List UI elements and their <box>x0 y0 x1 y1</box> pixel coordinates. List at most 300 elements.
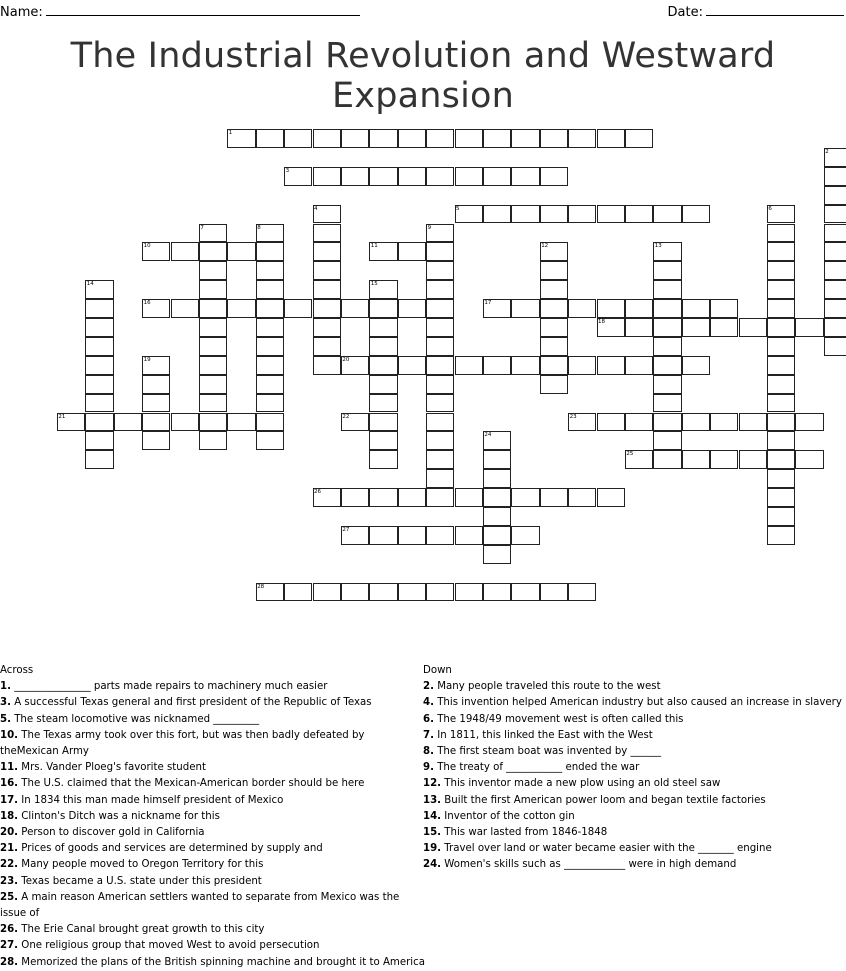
crossword-cell[interactable] <box>426 242 454 261</box>
crossword-cell[interactable] <box>341 167 369 186</box>
crossword-cell[interactable] <box>824 242 846 261</box>
crossword-cell[interactable] <box>540 583 568 602</box>
crossword-cell[interactable] <box>653 431 681 450</box>
crossword-cell[interactable] <box>653 450 681 469</box>
crossword-cell[interactable] <box>710 413 738 432</box>
across-heading: Across <box>0 665 34 676</box>
clue-number: 9. <box>423 762 434 774</box>
cell-number: 10 <box>143 243 151 250</box>
crossword-cell[interactable] <box>597 356 625 375</box>
crossword-cell[interactable] <box>483 356 511 375</box>
across-clue <box>0 695 425 711</box>
crossword-cell[interactable] <box>682 205 710 224</box>
crossword-cell[interactable] <box>824 299 846 318</box>
cell-number: 5 <box>456 205 460 212</box>
crossword-cell[interactable] <box>171 242 199 261</box>
crossword-cell[interactable] <box>369 167 397 186</box>
down-clue <box>423 695 846 711</box>
crossword-cell[interactable] <box>767 507 795 526</box>
crossword-cell[interactable] <box>540 205 568 224</box>
crossword-cell[interactable] <box>824 337 846 356</box>
cell-number: 19 <box>143 356 151 363</box>
crossword-cell[interactable] <box>85 299 113 318</box>
clue-number: 18. <box>0 810 19 822</box>
crossword-cell[interactable] <box>483 507 511 526</box>
crossword-cell[interactable] <box>341 488 369 507</box>
down-list <box>423 679 846 873</box>
across-list <box>0 679 425 971</box>
date-underline <box>706 3 844 16</box>
crossword-cell[interactable] <box>767 413 795 432</box>
crossword-cell[interactable] <box>682 318 710 337</box>
down-clue <box>423 760 846 776</box>
crossword-cell[interactable] <box>199 337 227 356</box>
crossword-cell[interactable] <box>795 413 823 432</box>
crossword-cell[interactable] <box>597 488 625 507</box>
crossword-cell[interactable] <box>682 356 710 375</box>
crossword-cell[interactable] <box>142 431 170 450</box>
crossword-cell[interactable] <box>653 375 681 394</box>
crossword-cell[interactable] <box>256 299 284 318</box>
crossword-cell[interactable] <box>511 526 539 545</box>
crossword-cell[interactable] <box>398 242 426 261</box>
crossword-cell[interactable] <box>597 413 625 432</box>
down-heading: Down <box>423 665 452 676</box>
crossword-cell[interactable] <box>653 337 681 356</box>
date-label: Date: <box>667 5 703 20</box>
crossword-cell[interactable] <box>426 450 454 469</box>
crossword-cell[interactable] <box>85 337 113 356</box>
crossword-cell[interactable] <box>142 413 170 432</box>
crossword-cell[interactable] <box>341 129 369 148</box>
crossword-cell[interactable] <box>682 299 710 318</box>
crossword-cell[interactable] <box>426 526 454 545</box>
crossword-cell[interactable] <box>142 375 170 394</box>
crossword-cell[interactable] <box>199 242 227 261</box>
crossword-cell[interactable] <box>455 526 483 545</box>
crossword-cell[interactable] <box>511 488 539 507</box>
crossword-cell[interactable] <box>597 299 625 318</box>
clue-number: 25. <box>0 891 19 903</box>
crossword-cell[interactable] <box>739 413 767 432</box>
crossword-cell[interactable] <box>653 261 681 280</box>
crossword-cell[interactable] <box>256 413 284 432</box>
cell-number: 25 <box>626 451 634 458</box>
clue-number: 2. <box>423 681 434 693</box>
crossword-cell[interactable] <box>483 545 511 564</box>
crossword-cell[interactable] <box>85 356 113 375</box>
crossword-cell[interactable] <box>767 242 795 261</box>
down-clue <box>423 728 846 744</box>
crossword-cell[interactable] <box>426 337 454 356</box>
crossword-cell[interactable] <box>313 224 341 243</box>
cell-number: 20 <box>342 356 350 363</box>
crossword-cell[interactable] <box>114 413 142 432</box>
across-clue <box>0 857 425 873</box>
clue-number: 5. <box>0 713 11 725</box>
crossword-cell[interactable] <box>568 488 596 507</box>
clue-text: The first steam boat was invented by ______ <box>433 746 662 758</box>
crossword-cell[interactable] <box>824 224 846 243</box>
crossword-cell[interactable] <box>625 318 653 337</box>
crossword-cell[interactable] <box>284 299 312 318</box>
crossword-cell[interactable] <box>710 299 738 318</box>
crossword-cell[interactable] <box>199 375 227 394</box>
crossword-cell[interactable] <box>568 356 596 375</box>
clue-number: 22. <box>0 859 19 871</box>
down-clue <box>423 841 846 857</box>
crossword-cell[interactable] <box>540 167 568 186</box>
across-clue <box>0 938 425 954</box>
clue-number: 10. <box>0 729 19 741</box>
crossword-cell[interactable] <box>483 205 511 224</box>
crossword-cell[interactable] <box>313 242 341 261</box>
clue-text: This inventor made a new plow using an old steel saw <box>441 778 721 790</box>
crossword-cell[interactable] <box>369 526 397 545</box>
across-clue <box>0 776 425 792</box>
crossword-cell[interactable] <box>455 488 483 507</box>
crossword-cell[interactable] <box>313 583 341 602</box>
clue-number: 20. <box>0 827 19 839</box>
crossword-cell[interactable] <box>426 413 454 432</box>
clue-text: Women's skills such as ____________ were in high demand <box>441 859 737 871</box>
crossword-cell[interactable] <box>369 431 397 450</box>
clue-number: 12. <box>423 778 442 790</box>
crossword-cell[interactable] <box>455 129 483 148</box>
crossword-cell[interactable] <box>540 375 568 394</box>
cell-number: 24 <box>484 432 492 439</box>
clue-text: Travel over land or water became easier with the _______ engine <box>441 843 772 855</box>
down-clue <box>423 857 846 873</box>
across-clue <box>0 890 425 922</box>
crossword-cell[interactable] <box>398 583 426 602</box>
down-clue <box>423 712 846 728</box>
crossword-cell[interactable] <box>199 318 227 337</box>
crossword-cell[interactable] <box>256 356 284 375</box>
crossword-cell[interactable] <box>625 205 653 224</box>
crossword-cell[interactable] <box>369 318 397 337</box>
crossword-cell[interactable] <box>511 299 539 318</box>
crossword-cell[interactable] <box>767 261 795 280</box>
crossword-cell[interactable] <box>426 375 454 394</box>
crossword-cell[interactable] <box>85 318 113 337</box>
clue-number: 8. <box>423 746 434 758</box>
crossword-cell[interactable] <box>313 356 341 375</box>
crossword-cell[interactable] <box>369 337 397 356</box>
crossword-cell[interactable] <box>256 261 284 280</box>
cell-number: 22 <box>342 413 350 420</box>
cell-number: 21 <box>58 413 66 420</box>
crossword-cell[interactable] <box>199 280 227 299</box>
crossword-cell[interactable] <box>682 413 710 432</box>
crossword-cell[interactable] <box>369 394 397 413</box>
across-clue <box>0 955 425 971</box>
crossword-cell[interactable] <box>313 280 341 299</box>
clue-text: In 1834 this man made himself president of Mexico <box>18 794 284 806</box>
crossword-cell[interactable] <box>369 488 397 507</box>
crossword-cell[interactable] <box>85 413 113 432</box>
crossword-cell[interactable] <box>625 299 653 318</box>
crossword-cell[interactable] <box>597 129 625 148</box>
cell-number: 17 <box>484 300 492 307</box>
clue-number: 7. <box>423 729 434 741</box>
crossword-cell[interactable] <box>540 299 568 318</box>
crossword-cell[interactable] <box>795 318 823 337</box>
crossword-cell[interactable] <box>540 337 568 356</box>
crossword-cell[interactable] <box>568 205 596 224</box>
crossword-cell[interactable] <box>256 431 284 450</box>
clue-number: 11. <box>0 762 19 774</box>
crossword-cell[interactable] <box>426 280 454 299</box>
crossword-cell[interactable] <box>199 356 227 375</box>
clue-text: The steam locomotive was nicknamed _________ <box>10 713 260 725</box>
crossword-cell[interactable] <box>710 450 738 469</box>
crossword-cell[interactable] <box>767 299 795 318</box>
cell-number: 8 <box>257 224 261 231</box>
across-clue <box>0 922 425 938</box>
down-clue <box>423 679 846 695</box>
crossword-cell[interactable] <box>824 261 846 280</box>
crossword-cell[interactable] <box>824 186 846 205</box>
clue-number: 21. <box>0 843 19 855</box>
crossword-cell[interactable] <box>426 129 454 148</box>
down-clue <box>423 809 846 825</box>
crossword-cell[interactable] <box>313 129 341 148</box>
cell-number: 7 <box>200 224 204 231</box>
across-clue <box>0 809 425 825</box>
crossword-cell[interactable] <box>256 375 284 394</box>
down-clue <box>423 793 846 809</box>
down-clue <box>423 744 846 760</box>
crossword-cell[interactable] <box>739 318 767 337</box>
clue-text: A successful Texas general and first president of the Republic of Texas <box>10 697 372 709</box>
cell-number: 26 <box>314 489 321 496</box>
crossword-cell[interactable] <box>85 450 113 469</box>
cell-number: 13 <box>654 243 662 250</box>
crossword-cell[interactable] <box>85 375 113 394</box>
crossword-cell[interactable] <box>398 129 426 148</box>
crossword-cell[interactable] <box>511 205 539 224</box>
crossword-cell[interactable] <box>767 318 795 337</box>
crossword-cell[interactable] <box>568 583 596 602</box>
cell-number: 1 <box>228 130 233 136</box>
crossword-cell[interactable] <box>625 129 653 148</box>
crossword-cell[interactable] <box>398 488 426 507</box>
crossword-cell[interactable] <box>313 261 341 280</box>
crossword-cell[interactable] <box>653 318 681 337</box>
clue-text: In 1811, this linked the East with the West <box>433 729 653 741</box>
clue-text: The Erie Canal brought great growth to this city <box>18 924 265 936</box>
crossword-cell[interactable] <box>284 583 312 602</box>
crossword-cell[interactable] <box>483 526 511 545</box>
across-clue <box>0 841 425 857</box>
crossword-cell[interactable] <box>767 375 795 394</box>
crossword-cell[interactable] <box>398 526 426 545</box>
crossword-cell[interactable] <box>540 488 568 507</box>
crossword-cell[interactable] <box>767 450 795 469</box>
crossword-cell[interactable] <box>426 394 454 413</box>
crossword-cell[interactable] <box>398 299 426 318</box>
crossword-cell[interactable] <box>171 299 199 318</box>
cell-number: 12 <box>541 243 549 250</box>
across-clue <box>0 874 425 890</box>
cell-number: 9 <box>427 224 432 231</box>
crossword-cell[interactable] <box>426 167 454 186</box>
crossword-cell[interactable] <box>313 167 341 186</box>
crossword-cell[interactable] <box>227 413 255 432</box>
crossword-cell[interactable] <box>767 526 795 545</box>
crossword-cell[interactable] <box>369 299 397 318</box>
crossword-cell[interactable] <box>767 394 795 413</box>
crossword-cell[interactable] <box>85 431 113 450</box>
clue-text: Memorized the plans of the British spinning machine and brought it to America <box>18 956 425 968</box>
crossword-cell[interactable] <box>369 450 397 469</box>
crossword-cell[interactable] <box>483 469 511 488</box>
crossword-cell[interactable] <box>455 356 483 375</box>
crossword-cell[interactable] <box>767 431 795 450</box>
crossword-cell[interactable] <box>426 318 454 337</box>
crossword-cell[interactable] <box>426 299 454 318</box>
crossword-cell[interactable] <box>540 318 568 337</box>
clue-text: Texas became a U.S. state under this president <box>18 875 262 887</box>
crossword-cell[interactable] <box>511 167 539 186</box>
crossword-cell[interactable] <box>824 280 846 299</box>
clue-number: 19. <box>423 843 442 855</box>
crossword-cell[interactable] <box>653 280 681 299</box>
crossword-cell[interactable] <box>739 450 767 469</box>
crossword-cell[interactable] <box>682 450 710 469</box>
crossword-cell[interactable] <box>85 394 113 413</box>
crossword-cell[interactable] <box>824 205 846 224</box>
cell-number: 16 <box>143 300 151 307</box>
crossword-cell[interactable] <box>767 488 795 507</box>
crossword-cell[interactable] <box>369 413 397 432</box>
across-clue <box>0 679 425 695</box>
crossword-cell[interactable] <box>483 488 511 507</box>
clue-text: The Texas army took over this fort, but was then badly defeated by theMexican Army <box>0 729 365 758</box>
crossword-cell[interactable] <box>199 261 227 280</box>
cell-number: 4 <box>314 205 318 212</box>
crossword-cell[interactable] <box>369 129 397 148</box>
crossword-cell[interactable] <box>653 394 681 413</box>
crossword-cell[interactable] <box>142 394 170 413</box>
clue-number: 14. <box>423 810 442 822</box>
clue-text: Built the first American power loom and began textile factories <box>441 794 766 806</box>
across-clue <box>0 825 425 841</box>
crossword-cell[interactable] <box>540 261 568 280</box>
crossword-cell[interactable] <box>313 318 341 337</box>
crossword-cell[interactable] <box>767 337 795 356</box>
crossword-cell[interactable] <box>767 356 795 375</box>
crossword-cell[interactable] <box>369 375 397 394</box>
crossword-cell[interactable] <box>398 356 426 375</box>
crossword-cell[interactable] <box>568 299 596 318</box>
crossword-cell[interactable] <box>284 129 312 148</box>
crossword-cell[interactable] <box>653 205 681 224</box>
crossword-cell[interactable] <box>426 431 454 450</box>
crossword-cell[interactable] <box>824 167 846 186</box>
cell-number: 15 <box>370 281 378 288</box>
crossword-cell[interactable] <box>398 167 426 186</box>
crossword-cell[interactable] <box>256 318 284 337</box>
clue-text: _______________ parts made repairs to machinery much easier <box>10 681 328 693</box>
crossword-cell[interactable] <box>256 394 284 413</box>
crossword-cell[interactable] <box>483 450 511 469</box>
crossword-cell[interactable] <box>511 129 539 148</box>
crossword-cell[interactable] <box>256 242 284 261</box>
crossword-cell[interactable] <box>767 224 795 243</box>
crossword-cell[interactable] <box>795 450 823 469</box>
crossword-cell[interactable] <box>199 299 227 318</box>
clue-number: 4. <box>423 697 434 709</box>
crossword-cell[interactable] <box>597 205 625 224</box>
crossword-cell[interactable] <box>455 167 483 186</box>
crossword-cell[interactable] <box>511 583 539 602</box>
crossword-cell[interactable] <box>227 299 255 318</box>
crossword-cell[interactable] <box>511 356 539 375</box>
crossword-cell[interactable] <box>483 583 511 602</box>
crossword-cell[interactable] <box>625 356 653 375</box>
crossword-cell[interactable] <box>426 261 454 280</box>
crossword-cell[interactable] <box>256 280 284 299</box>
crossword-cell[interactable] <box>653 413 681 432</box>
crossword-cell[interactable] <box>426 583 454 602</box>
crossword-cell[interactable] <box>625 413 653 432</box>
clue-number: 13. <box>423 794 442 806</box>
clue-text: Person to discover gold in California <box>18 827 205 839</box>
down-clue <box>423 825 846 841</box>
clue-number: 24. <box>423 859 442 871</box>
crossword-cell[interactable] <box>426 356 454 375</box>
cell-number: 27 <box>342 526 350 533</box>
crossword-cell[interactable] <box>653 356 681 375</box>
date-field <box>668 3 844 20</box>
crossword-cell[interactable] <box>568 129 596 148</box>
crossword-cell[interactable] <box>369 356 397 375</box>
crossword-cell[interactable] <box>653 299 681 318</box>
clue-text: Prices of goods and services are determined by supply and <box>18 843 323 855</box>
crossword-cell[interactable] <box>540 356 568 375</box>
crossword-cell[interactable] <box>313 299 341 318</box>
crossword-cell[interactable] <box>171 413 199 432</box>
crossword-cell[interactable] <box>199 413 227 432</box>
crossword-cell[interactable] <box>824 318 846 337</box>
crossword-cell[interactable] <box>199 394 227 413</box>
crossword-cell[interactable] <box>767 280 795 299</box>
crossword-cell[interactable] <box>540 280 568 299</box>
crossword-cell[interactable] <box>199 431 227 450</box>
across-clue <box>0 793 425 809</box>
crossword-cell[interactable] <box>227 242 255 261</box>
crossword-cell[interactable] <box>256 337 284 356</box>
crossword-cell[interactable] <box>540 129 568 148</box>
crossword-cell[interactable] <box>341 299 369 318</box>
across-clue <box>0 728 425 760</box>
crossword-cell[interactable] <box>313 337 341 356</box>
crossword-cell[interactable] <box>710 318 738 337</box>
crossword-cell[interactable] <box>256 129 284 148</box>
crossword-cell[interactable] <box>426 469 454 488</box>
crossword-cell[interactable] <box>341 583 369 602</box>
crossword-cell[interactable] <box>426 488 454 507</box>
clue-text: Many people traveled this route to the west <box>433 681 661 693</box>
crossword-cell[interactable] <box>483 129 511 148</box>
crossword-cell[interactable] <box>369 583 397 602</box>
crossword-cell[interactable] <box>483 167 511 186</box>
crossword-cell[interactable] <box>455 583 483 602</box>
clue-number: 17. <box>0 794 19 806</box>
crossword-cell[interactable] <box>767 469 795 488</box>
